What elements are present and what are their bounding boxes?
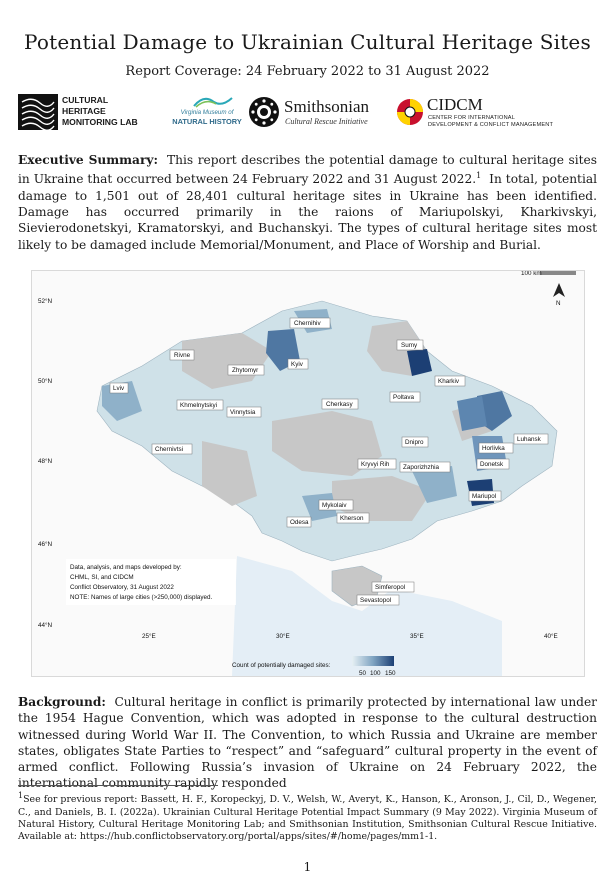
city-label-donetsk: Donetsk	[480, 461, 504, 468]
smithsonian-sun-icon	[248, 96, 280, 128]
vmnh-line-2: NATURAL HISTORY	[172, 117, 242, 126]
lat-label-44: 44°N	[38, 622, 53, 629]
executive-summary-heading: Executive Summary:	[18, 153, 158, 167]
vmnh-wave-icon	[166, 94, 248, 108]
executive-summary-text-2: In total, potential damage to 1,501 out of 28,401 cultural heritage sites in Ukraine has been identified. Damage has occurred primarily in the raions of Mariupolskyi, Kharkivskyi, Sievierodonetskyi, Kramatorskyi, and Buchanskyi. The types of cultural heritage sites most likely to be damaged include Memorial/Monument, and Place of Worship and Burial.	[18, 172, 598, 252]
city-label-mariupol: Mariupol	[472, 493, 497, 500]
background-heading: Background:	[18, 695, 106, 709]
legend-title: Count of potentially damaged sites:	[232, 662, 331, 669]
chml-line-2: HERITAGE	[62, 106, 106, 116]
cidcm-name: CIDCM	[427, 95, 483, 114]
city-label-kharkiv: Kharkiv	[438, 378, 459, 385]
background-paragraph	[18, 694, 597, 792]
chml-line-3: MONITORING LAB	[62, 117, 138, 127]
scale-label: 100 km	[521, 271, 542, 277]
background-text: Cultural heritage in conflict is primarily protected by international law under the 1954 Hague Convention, which was adopted in response to the cultural destruction witnessed during World War II. The Convention, to which Russia and Ukraine are member states, obligates State Parties to “respect” and “safeguard” cultural property in the event of armed conflict. Following Russia’s invasion of Ukraine on 24 February 2022, the international community rapidly responded	[18, 695, 598, 791]
legend-tick-150: 150	[385, 670, 396, 676]
credits-line-2: CHML, SI, and CIDCM	[70, 574, 134, 581]
smithsonian-name: Smithsonian	[284, 97, 370, 116]
report-coverage: Report Coverage: 24 February 2022 to 31 August 2022	[125, 64, 490, 79]
city-label-sumy: Sumy	[401, 342, 418, 349]
footnote-text: See for previous report: Bassett, H. F., Koropeckyj, D. V., Welsh, W., Averyt, K., Hanson, K., Aronson, J., Cil, D., Wegener, C., and Daniels, B. I. (2022a). Ukrainian Cultural Heritage Potential Impact Summary (9 May 2022). Virginia Museum of Natural History, Cultural Heritage Monitoring Lab; and Smithsonian Institution, Smithsonian Cultural Rescue Initiative. Available at: https://hub.conflictobservatory.org/portal/apps/sites/#/home/pages/mm1-1.	[18, 794, 597, 843]
city-label-horlivka: Horlivka	[482, 445, 505, 452]
page-title: Potential Damage to Ukrainian Cultural Heritage Sites	[24, 30, 591, 54]
city-label-poltava: Poltava	[393, 394, 415, 401]
lon-label-25: 25°E	[142, 633, 156, 640]
footnote-divider	[18, 785, 218, 786]
city-label-odesa: Odesa	[290, 519, 309, 526]
executive-summary-text-1: This report describes the potential damage to cultural heritage sites in Ukraine that occurred between 24 February 2022 and 31 August 2022.	[18, 153, 597, 187]
city-label-kyiv: Kyiv	[291, 361, 303, 368]
city-label-chernihiv: Chernihiv	[294, 320, 321, 327]
map-credits	[66, 559, 236, 605]
cidcm-logo	[396, 94, 598, 130]
damage-map	[31, 270, 585, 677]
city-label-mykolaiv: Mykolaiv	[322, 502, 347, 509]
footnote	[18, 790, 597, 844]
region-high-kramatorsk	[457, 396, 487, 431]
lat-label-48: 48°N	[38, 458, 53, 465]
footnote-number: 1	[18, 791, 24, 800]
north-label: N	[556, 300, 561, 307]
logo-strip	[18, 94, 598, 130]
smithsonian-logo	[248, 94, 388, 130]
city-label-kherson: Kherson	[340, 515, 364, 522]
cidcm-subtitle-1: CENTER FOR INTERNATIONAL	[428, 115, 516, 121]
city-label-sevastopol: Sevastopol	[360, 597, 392, 604]
credits-line-4: NOTE: Names of large cities (>250,000) displayed.	[70, 594, 213, 601]
city-label-dnipro: Dnipro	[405, 439, 424, 446]
city-label-khmelnytskyi: Khmelnytskyi	[180, 402, 218, 409]
footnote-ref[interactable]: 1	[476, 171, 482, 181]
cidcm-subtitle-2: DEVELOPMENT & CONFLICT MANAGEMENT	[428, 122, 554, 128]
city-label-luhansk: Luhansk	[517, 436, 541, 443]
city-label-kryvyi-rih: Kryvyi Rih	[361, 461, 390, 468]
lon-label-40: 40°E	[544, 633, 558, 640]
lat-label-50: 50°N	[38, 378, 53, 385]
lat-label-46: 46°N	[38, 541, 53, 548]
vmnh-line-1: Virginia Museum of	[180, 109, 234, 116]
lat-label-52: 52°N	[38, 298, 53, 305]
ukraine-map-svg	[32, 271, 584, 676]
north-arrow-icon	[553, 283, 565, 307]
lon-label-30: 30°E	[276, 633, 290, 640]
smithsonian-subtitle: Cultural Rescue Initiative	[285, 117, 368, 126]
chml-logo	[18, 94, 168, 130]
city-label-simferopol: Simferopol	[375, 584, 406, 591]
umd-globe-icon	[396, 96, 424, 128]
executive-summary	[18, 152, 597, 253]
city-label-vinnytsia: Vinnytsia	[230, 409, 256, 416]
city-label-zhytomyr: Zhytomyr	[232, 367, 259, 374]
legend-tick-50: 50	[359, 670, 367, 676]
lon-label-35: 35°E	[410, 633, 424, 640]
page-number: 1	[303, 860, 312, 874]
vmnh-logo	[166, 94, 248, 130]
credits-line-3: Conflict Observatory, 31 August 2022	[70, 584, 174, 591]
scale-bar	[540, 271, 576, 275]
city-label-rivne: Rivne	[174, 352, 191, 359]
city-label-chernivtsi: Chernivtsi	[155, 446, 183, 453]
city-label-zaporizhzhia: Zaporizhzhia	[403, 464, 440, 471]
credits-line-1: Data, analysis, and maps developed by:	[70, 564, 182, 571]
legend-tick-100: 100	[370, 670, 381, 676]
city-label-cherkasy: Cherkasy	[326, 401, 353, 408]
city-label-lviv: Lviv	[113, 385, 125, 392]
chml-line-1: CULTURAL	[62, 95, 109, 105]
chml-mark-icon	[18, 94, 58, 130]
legend-gradient-bar	[352, 656, 394, 666]
